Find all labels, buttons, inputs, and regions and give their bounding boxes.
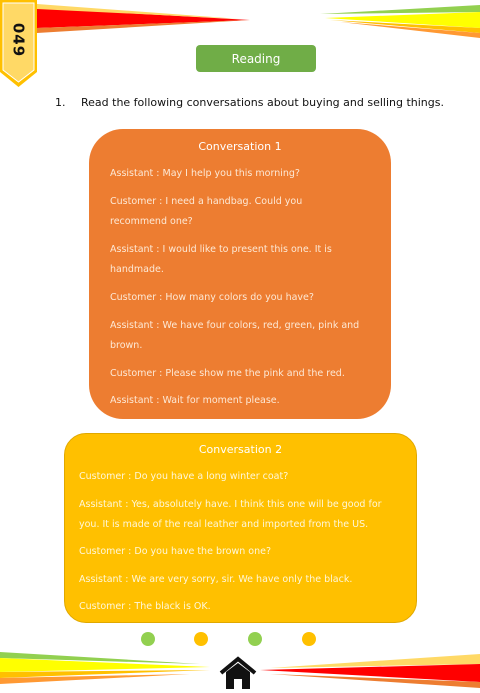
instruction-text: Read the following conversations about buying and selling things. <box>81 96 444 109</box>
conversation-line: Assistant : Wait for moment please. <box>110 395 280 406</box>
conversation-line: Assistant : We have four colors, red, green, pink and <box>110 320 360 331</box>
conversation-line: Customer : Do you have the brown one? <box>79 546 272 557</box>
conversation-line: recommend one? <box>110 216 193 227</box>
conversation-line: Customer : The black is OK. <box>79 601 211 612</box>
conversation-2-title: Conversation 2 <box>198 443 283 456</box>
conversation-line: Customer : Please show me the pink and the red. <box>110 368 345 379</box>
conversation-line: Assistant : Yes, absolutely have. I think this one will be good for <box>79 499 382 510</box>
home-icon[interactable] <box>219 656 257 690</box>
dot-green <box>141 632 155 646</box>
conversation-2-card <box>64 433 417 623</box>
conversation-line: Assistant : I would like to present this one. It is <box>110 244 332 255</box>
conversation-line: Customer : I need a handbag. Could you <box>110 196 303 207</box>
dot-yellow <box>194 632 208 646</box>
instruction-number: 1. <box>55 96 66 109</box>
conversation-line: handmade. <box>110 264 164 275</box>
instruction <box>55 96 444 109</box>
page-number: 049 <box>9 22 28 58</box>
conversation-1-card <box>89 129 391 419</box>
dot-green <box>248 632 262 646</box>
section-title: Reading <box>196 45 316 72</box>
conversation-line: Assistant : May I help you this morning? <box>110 168 300 179</box>
conversation-1-title: Conversation 1 <box>198 140 282 153</box>
conversation-line: Customer : How many colors do you have? <box>110 292 314 303</box>
dot-yellow <box>302 632 316 646</box>
conversation-line: brown. <box>110 340 143 351</box>
conversation-line: Customer : Do you have a long winter coat? <box>79 471 289 482</box>
conversation-line: you. It is made of the real leather and imported from the US. <box>79 519 369 530</box>
conversation-line: Assistant : We are very sorry, sir. We have only the black. <box>79 574 353 585</box>
